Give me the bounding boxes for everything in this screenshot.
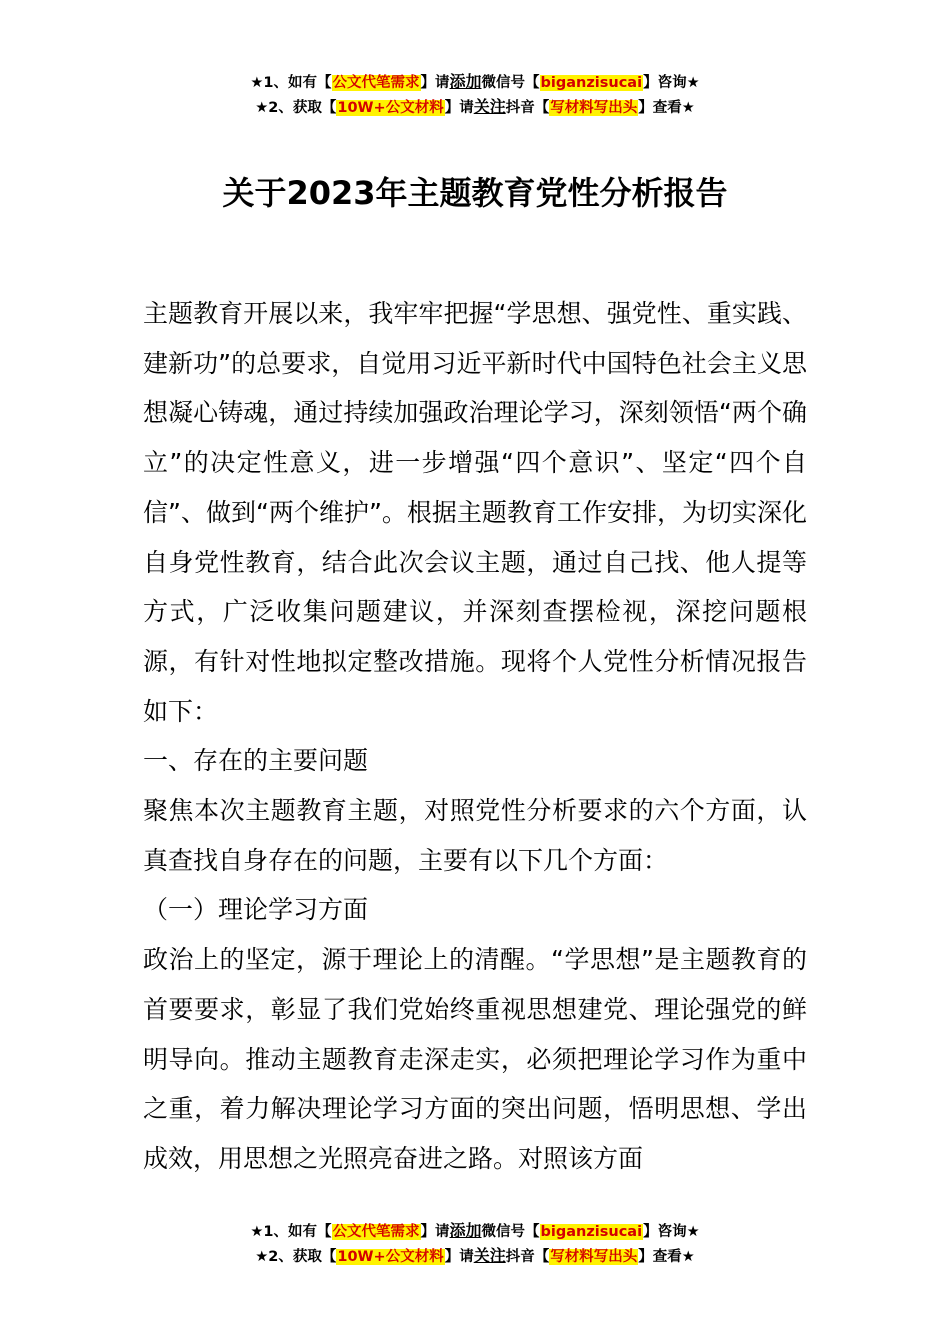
- promo-text: 抖音【: [505, 100, 550, 116]
- promo-line-1: [0, 70, 950, 95]
- promo-highlight: 公文代笔需求: [332, 75, 420, 91]
- promo-text: 微信号【: [481, 1224, 540, 1240]
- promo-text: 】查看★: [638, 1249, 695, 1265]
- promo-text: 】请: [420, 75, 450, 91]
- section-paragraph: 聚焦本次主题教育主题，对照党性分析要求的六个方面，认真查找自身存在的问题，主要有以下几个方面：: [143, 796, 807, 875]
- promo-highlight: 公文代笔需求: [332, 1224, 420, 1240]
- subsection-heading: （一）理论学习方面: [143, 895, 369, 925]
- promo-emphasis: 添加: [449, 1221, 482, 1240]
- document-title: 关于2023年主题教育党性分析报告: [222, 174, 728, 213]
- promo-line-1: [0, 1219, 950, 1244]
- promo-text: ★2、获取【: [255, 1249, 337, 1265]
- promo-highlight: biganzisucai: [540, 1224, 643, 1240]
- promo-line-2: [0, 1244, 950, 1269]
- promo-highlight: 10W+公文材料: [337, 100, 444, 116]
- promo-text: 】请: [420, 1224, 450, 1240]
- promo-text: ★1、如有【: [250, 75, 332, 91]
- section-heading: 一、存在的主要问题: [143, 746, 369, 776]
- promo-line-2: [0, 95, 950, 120]
- promo-text: 微信号【: [481, 75, 540, 91]
- promo-text: 】请: [444, 1249, 474, 1265]
- promo-text: 】咨询★: [643, 75, 700, 91]
- promo-banner-top: [0, 70, 950, 120]
- promo-text: 】请: [444, 100, 474, 116]
- promo-highlight: 写材料写出头: [550, 1249, 638, 1265]
- subsection-paragraph: 政治上的坚定，源于理论上的清醒。“学思想”是主题教育的首要要求，彰显了我们党始终重视思想建党、理论强党的鲜明导向。推动主题教育走深走实，必须把理论学习作为重中之重，着力解决理论学习方面的突出问题，悟明思想、学出成效，用思想之光照亮奋进之路。对照该方面: [143, 945, 807, 1173]
- intro-paragraph: 主题教育开展以来，我牢牢把握“学思想、强党性、重实践、建新功”的总要求，自觉用习近平新时代中国特色社会主义思想凝心铸魂，通过持续加强政治理论学习，深刻领悟“两个确立”的决定性意义，进一步增强“四个意识”、坚定“四个自信”、做到“两个维护”。根据主题教育工作安排，为切实深化自身党性教育，结合此次会议主题，通过自己找、他人提等方式，广泛收集问题建议，并深刻查摆检视，深挖问题根源，有针对性地拟定整改措施。现将个人党性分析情况报告如下：: [143, 299, 807, 726]
- promo-highlight: 写材料写出头: [550, 100, 638, 116]
- promo-emphasis: 关注: [473, 1246, 506, 1265]
- promo-emphasis: 添加: [449, 72, 482, 91]
- promo-emphasis: 关注: [473, 97, 506, 116]
- promo-text: ★2、获取【: [255, 100, 337, 116]
- promo-text: 】咨询★: [643, 1224, 700, 1240]
- promo-banner-bottom: [0, 1219, 950, 1269]
- promo-text: 】查看★: [638, 100, 695, 116]
- document-body: [143, 289, 807, 1184]
- promo-text: ★1、如有【: [250, 1224, 332, 1240]
- promo-highlight: biganzisucai: [540, 75, 643, 91]
- promo-highlight: 10W+公文材料: [337, 1249, 444, 1265]
- promo-text: 抖音【: [505, 1249, 550, 1265]
